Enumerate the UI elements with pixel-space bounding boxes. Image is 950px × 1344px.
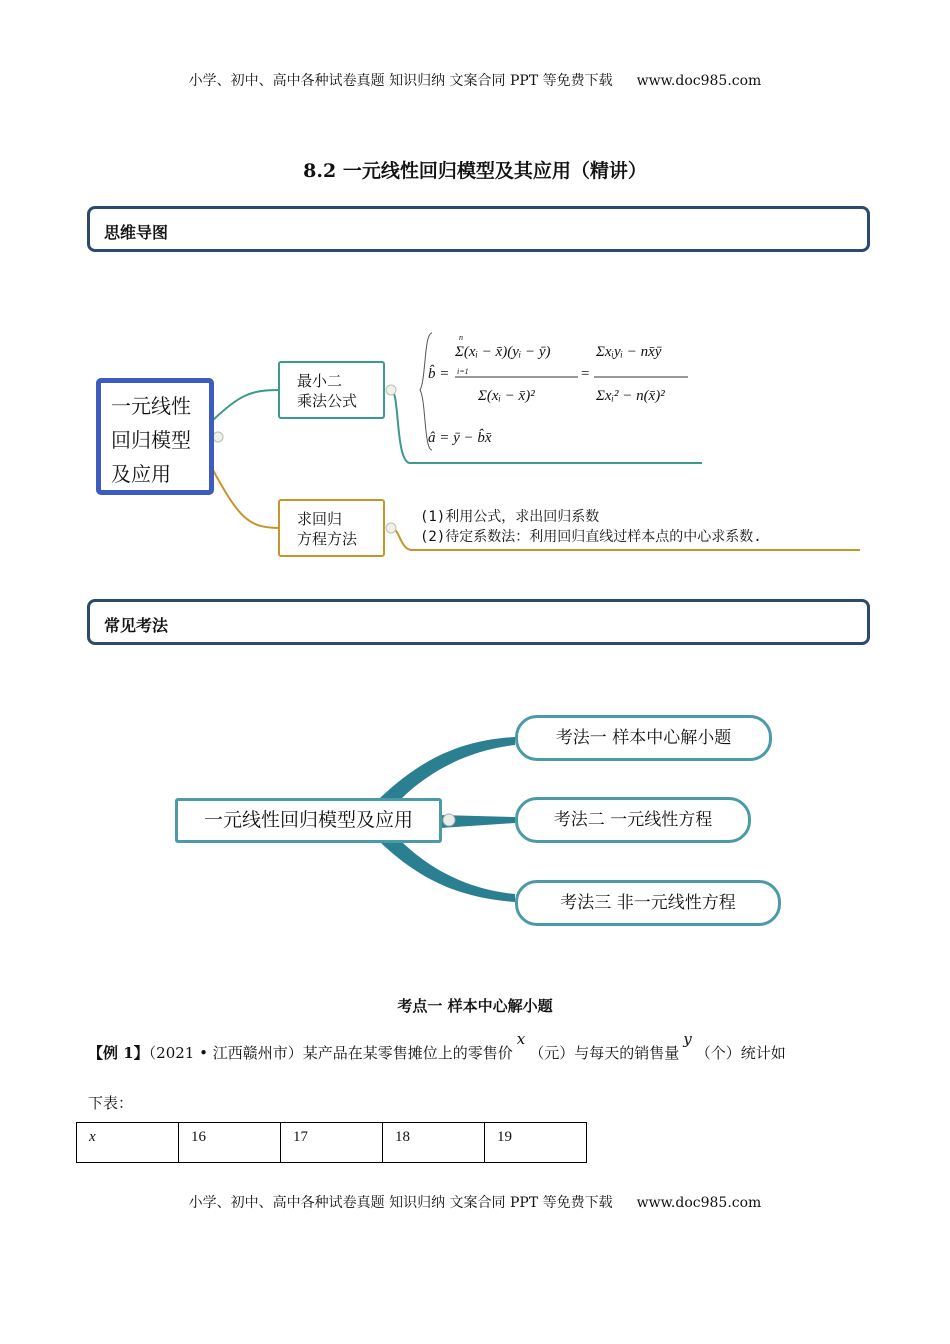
formula-a-hat: â = ȳ − b̂x̄ [428,430,492,446]
root-node [96,378,214,495]
root-line: 回归模型 [111,428,191,452]
method-item: (1)利用公式，求出回归系数 [420,509,600,525]
node-line: 乘法公式 [297,392,358,410]
example-text-cont: 下表： [88,1094,134,1112]
table-cell: 16 [179,1123,281,1163]
header-text: 小学、初中、高中各种试卷真题 知识归纳 文案合同 PPT 等免费下载 [188,73,613,89]
method-list [420,507,762,547]
table-cell: 17 [281,1123,383,1163]
node-line: 求回归 [297,510,343,528]
formula-numerator-1: Σ(xᵢ − x̄)(yᵢ − ȳ) [455,344,551,360]
var-y: y [683,1030,692,1048]
exam-root-node: 一元线性回归模型及应用 [175,798,442,843]
exam-method-1: 考法一 样本中心解小题 [515,715,772,761]
footer-link[interactable]: www.doc985.com [636,1195,762,1211]
node-least-squares [278,361,385,419]
example-label: 【例 1】 [88,1044,149,1062]
formula-equals: = [580,366,591,382]
section-title: 思维导图 [104,223,169,242]
formula-numerator-2: Σxᵢyᵢ − nx̄ȳ [596,344,662,360]
node-line: 方程方法 [297,530,358,548]
sum-limit: i=1 [457,367,469,376]
example-segment: （2021 • 江西赣州市）某产品在某零售摊位上的零售价 [148,1044,513,1062]
root-line: 一元线性 [111,394,191,418]
data-table [76,1122,587,1163]
table-cell: 19 [485,1123,587,1163]
header-link[interactable]: www.doc985.com [636,73,762,89]
example-segment: （个）统计如 [695,1044,786,1062]
section-exam-methods [87,599,870,645]
var-x: x [516,1030,526,1048]
example-text [88,1030,786,1063]
formula-denominator-2: Σxᵢ² − n(x̄)² [596,388,665,404]
page-title: 8.2 一元线性回归模型及其应用（精讲） [303,160,647,182]
node-line: 最小二 [297,372,343,390]
section-title: 常见考法 [104,616,169,635]
root-line: 及应用 [111,462,171,486]
point-title: 考点一 样本中心解小题 [397,997,553,1015]
footer-text: 小学、初中、高中各种试卷真题 知识归纳 文案合同 PPT 等免费下载 [188,1195,613,1211]
table-row [77,1123,587,1163]
method-item: (2)待定系数法：利用回归直线过样本点的中心求系数. [420,529,762,545]
page-footer [0,1192,950,1212]
sum-limit: n [459,333,463,342]
formula-denominator-1: Σ(xᵢ − x̄)² [478,388,535,404]
table-cell: x [77,1123,179,1163]
exam-method-2: 考法二 一元线性方程 [515,797,751,843]
formula-b-hat: b̂ = [428,366,450,382]
table-cell: 18 [383,1123,485,1163]
node-regression-method [278,499,385,557]
exam-method-3: 考法三 非一元线性方程 [515,880,781,926]
example-segment: （元）与每天的销售量 [529,1044,680,1062]
